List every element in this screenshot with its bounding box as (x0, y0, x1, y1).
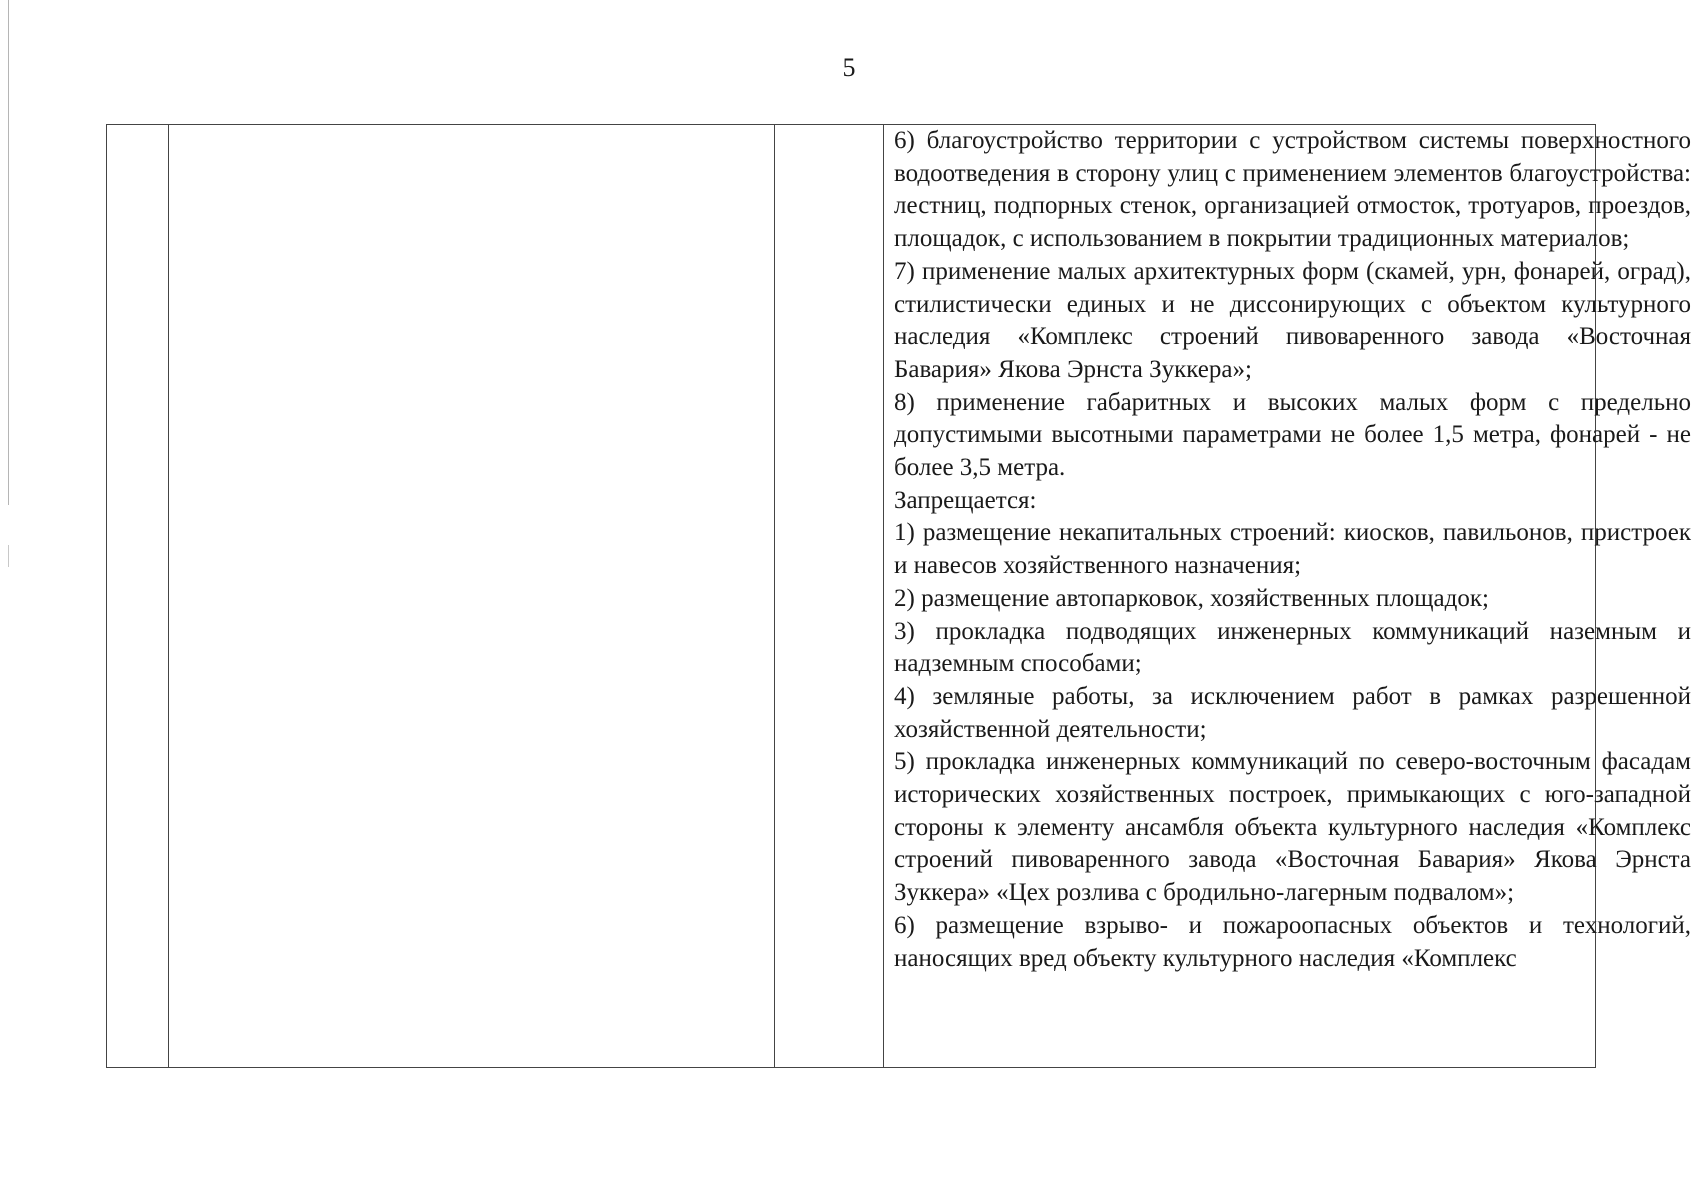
section-heading: Запрещается: (894, 486, 1037, 514)
list-item: 4) земляные работы, за исключением работ в рамках разрешенной хозяйственной деятельности; (894, 682, 1691, 743)
list-item: 7) применение малых архитектурных форм (скамей, урн, фонарей, оград), стилистически единых и не диссонирующих с объектом культурного наследия «Комплекс строений пивоваренного завода «Восточная Бавария» Якова Эрнста Зуккера»; (894, 257, 1691, 383)
list-item: 1) размещение некапитальных строений: киосков, павильонов, пристроек и навесов хозяйственного назначения; (894, 519, 1691, 580)
list-item: 6) благоустройство территории с устройством системы поверхностного водоотведения в сторону улиц с применением элементов благоустройства: лестниц, подпорных стенок, организацией отмосток, тротуаров, проездов, площадок, с использованием в покрытии традиционных материалов; (894, 127, 1691, 253)
page-number: 5 (842, 53, 856, 82)
list-item: 5) прокладка инженерных коммуникаций по северо-восточным фасадам исторических хозяйственных построек, примыкающих с юго-западной стороны к элементу ансамбля объекта культурного наследия «Комплекс строений пивоваренного завода «Восточная Бавария» Якова Эрнста Зуккера» «Цех розлива с бродильно-лагерным подвалом»; (894, 748, 1691, 907)
table-column-divider-2 (774, 125, 775, 1067)
list-item: 3) прокладка подводящих инженерных коммуникаций наземным и надземным способами; (894, 617, 1691, 678)
table-text-cell (894, 125, 1691, 975)
table-column-divider-1 (168, 125, 169, 1067)
document-table (106, 124, 1691, 1068)
list-item: 8) применение габаритных и высоких малых форм с предельно допустимыми высотными параметрами не более 1,5 метра, фонарей - не более 3,5 метра. (894, 388, 1691, 482)
list-item: 2) размещение автопарковок, хозяйственных площадок; (894, 584, 1489, 612)
table-column-divider-3 (883, 125, 884, 1067)
scan-edge-mark (8, 545, 9, 567)
list-item: 6) размещение взрыво- и пожароопасных объектов и технологий, наносящих вред объекту культурного наследия «Комплекс (894, 911, 1691, 972)
